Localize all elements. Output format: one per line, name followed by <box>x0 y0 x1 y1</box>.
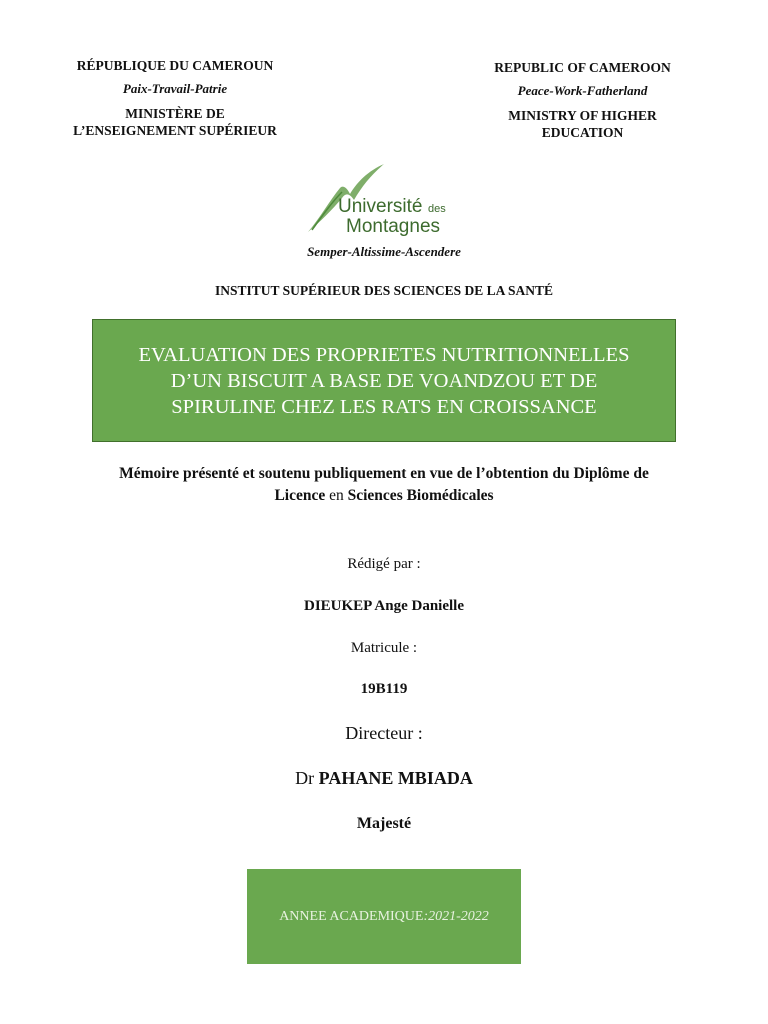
degree-connector: en <box>325 487 348 504</box>
ministry-line2-en: EDUCATION <box>541 125 624 140</box>
description-line2 <box>40 485 728 507</box>
right-header <box>450 59 715 141</box>
university-motto: Semper-Altissime-Ascendere <box>307 244 461 259</box>
thesis-title-box <box>92 319 676 442</box>
university-logo <box>300 160 470 240</box>
director-first-name: Majesté <box>356 815 412 832</box>
logo-line1: Université <box>338 196 423 217</box>
director-label: Directeur : <box>345 723 423 743</box>
thesis-title-line1: EVALUATION DES PROPRIETES NUTRITIONNELLES <box>138 343 630 366</box>
mountain-swoosh-icon <box>300 160 470 240</box>
academic-year-separator: : <box>423 908 429 924</box>
country-name-en: REPUBLIC OF CAMEROON <box>494 60 671 75</box>
academic-year-label: ANNEE ACADEMIQUE <box>279 908 424 924</box>
matricule-value: 19B119 <box>360 681 408 697</box>
ministry-line1-fr: MINISTÈRE DE <box>125 106 225 121</box>
national-motto-en: Peace-Work-Fatherland <box>517 83 648 98</box>
country-name-fr: RÉPUBLIQUE DU CAMEROUN <box>76 58 274 73</box>
ministry-line1-en: MINISTRY OF HIGHER <box>508 108 657 123</box>
logo-line2: Montagnes <box>346 216 441 237</box>
national-motto-fr: Paix-Travail-Patrie <box>122 81 228 96</box>
written-by-label: Rédigé par : <box>347 556 421 572</box>
degree-name: Licence <box>274 487 326 504</box>
ministry-line2-fr: L’ENSEIGNEMENT SUPÉRIEUR <box>73 123 277 138</box>
logo-line1-small: des <box>428 203 446 215</box>
institute-name: INSTITUT SUPÉRIEUR DES SCIENCES DE LA SANTÉ <box>214 283 554 298</box>
field-name: Sciences Biomédicales <box>347 487 494 504</box>
matricule-label: Matricule : <box>350 640 418 656</box>
thesis-title-line2: D’UN BISCUIT A BASE DE VOANDZOU ET DE <box>170 369 598 392</box>
author-name: DIEUKEP Ange Danielle <box>303 598 464 614</box>
director-surname: PAHANE MBIADA <box>318 768 473 788</box>
academic-year-value: 2021-2022 <box>428 908 489 924</box>
thesis-title <box>138 342 629 420</box>
description-line1: Mémoire présenté et soutenu publiquement en vue de l’obtention du Diplôme de <box>119 465 649 482</box>
director-title: Dr <box>295 768 319 788</box>
director-name <box>0 768 768 789</box>
left-header <box>40 57 310 139</box>
academic-year-box <box>247 869 521 964</box>
thesis-description <box>40 463 728 507</box>
thesis-title-line3: SPIRULINE CHEZ LES RATS EN CROISSANCE <box>171 395 597 418</box>
